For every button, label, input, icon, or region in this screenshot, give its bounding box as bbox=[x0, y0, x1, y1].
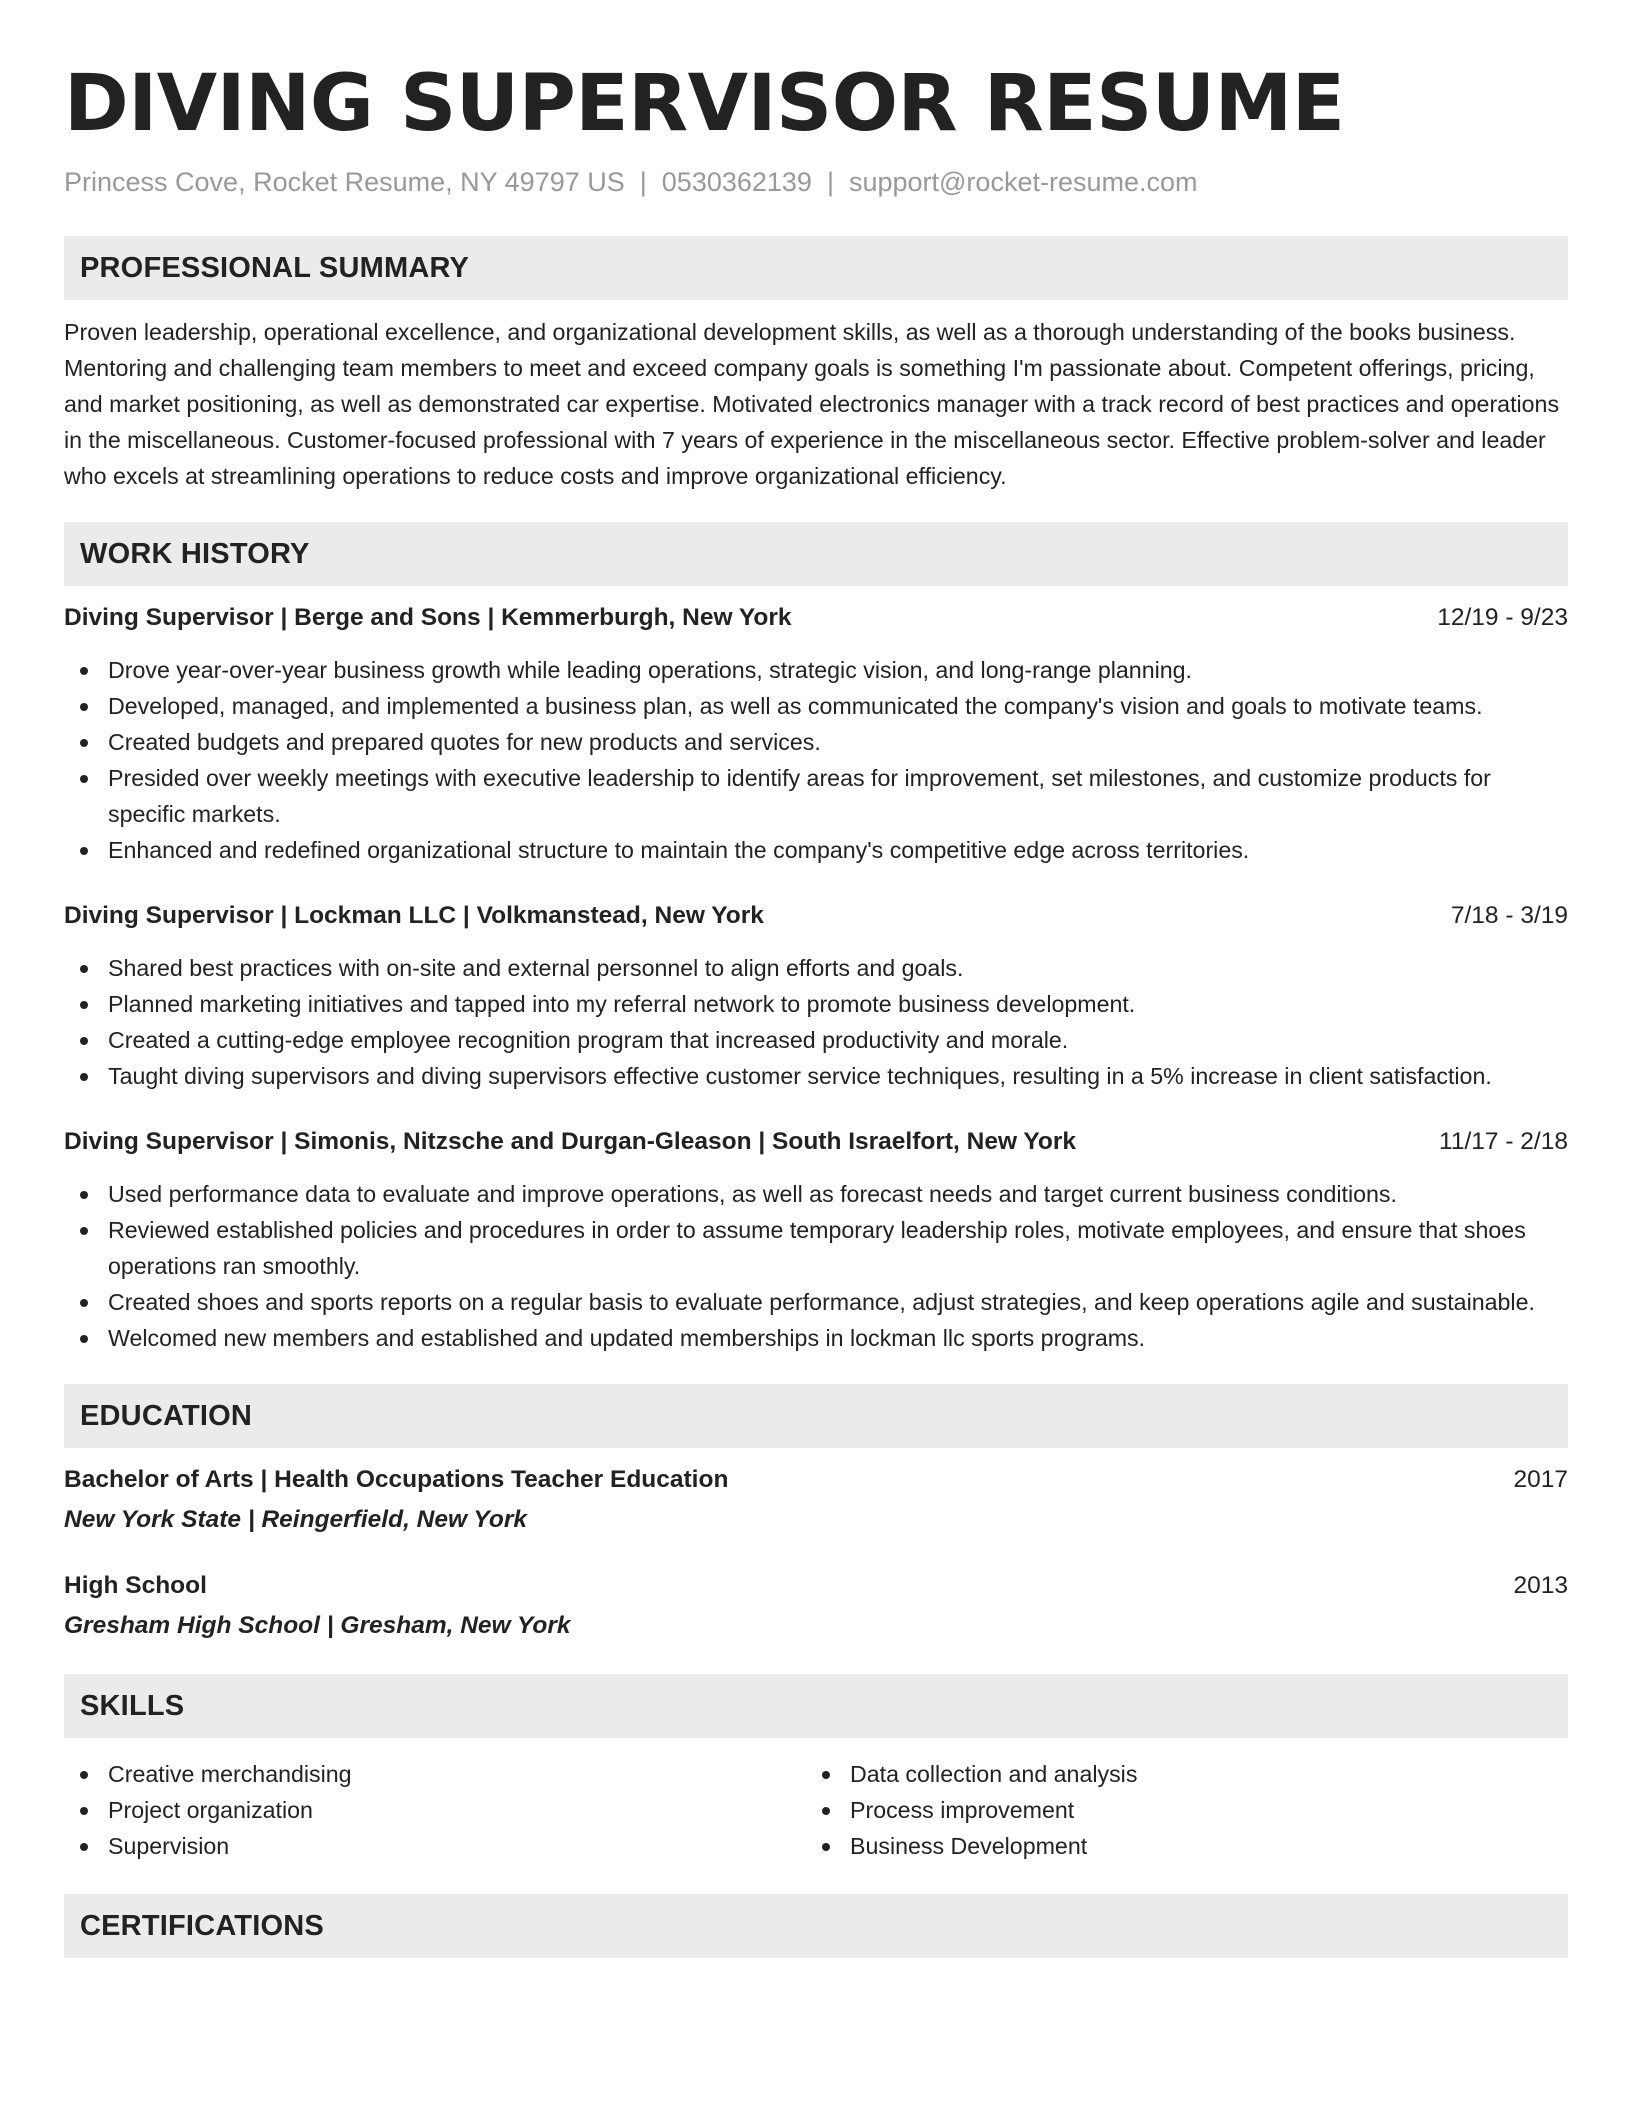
summary-heading: PROFESSIONAL SUMMARY bbox=[64, 236, 1568, 300]
list-item: Reviewed established policies and procedures in order to assume temporary leadership roles, motivate employees, and ensure that shoes operations ran smoothly. bbox=[64, 1212, 1568, 1284]
job-bullets bbox=[64, 1176, 1568, 1356]
education-entry bbox=[64, 1462, 1568, 1538]
list-item: Used performance data to evaluate and improve operations, as well as forecast needs and target current business conditions. bbox=[64, 1176, 1568, 1212]
contact-line bbox=[64, 164, 1568, 200]
job-entry bbox=[64, 1124, 1568, 1356]
job-dates: 11/17 - 2/18 bbox=[1439, 1128, 1568, 1155]
education-year: 2017 bbox=[1513, 1466, 1568, 1493]
resume-page bbox=[64, 0, 1568, 1958]
work-history-heading: WORK HISTORY bbox=[64, 522, 1568, 586]
contact-phone: 0530362139 bbox=[661, 167, 812, 197]
job-title: Diving Supervisor | Simonis, Nitzsche and Durgan-Gleason | South Israelfort, New York bbox=[64, 1128, 1077, 1155]
job-bullets bbox=[64, 950, 1568, 1094]
skill-item: Creative merchandising bbox=[64, 1756, 806, 1792]
skill-item: Business Development bbox=[806, 1828, 1548, 1864]
list-item: Welcomed new members and established and updated memberships in lockman llc sports programs. bbox=[64, 1320, 1568, 1356]
skill-item: Data collection and analysis bbox=[806, 1756, 1548, 1792]
job-dates: 12/19 - 9/23 bbox=[1437, 604, 1568, 631]
job-bullets bbox=[64, 652, 1568, 868]
list-item: Created shoes and sports reports on a regular basis to evaluate performance, adjust strategies, and keep operations agile and sustainable. bbox=[64, 1284, 1568, 1320]
education-degree: High School bbox=[64, 1572, 207, 1599]
skill-item: Project organization bbox=[64, 1792, 806, 1828]
education-year: 2013 bbox=[1513, 1572, 1568, 1599]
list-item: Drove year-over-year business growth while leading operations, strategic vision, and long-range planning. bbox=[64, 652, 1568, 688]
education-heading: EDUCATION bbox=[64, 1384, 1568, 1448]
certifications-heading: CERTIFICATIONS bbox=[64, 1894, 1568, 1958]
list-item: Developed, managed, and implemented a business plan, as well as communicated the company's vision and goals to motivate teams. bbox=[64, 688, 1568, 724]
skills-column-left bbox=[64, 1756, 806, 1864]
skills-column-right bbox=[806, 1756, 1548, 1864]
education-degree: Bachelor of Arts | Health Occupations Teacher Education bbox=[64, 1466, 729, 1493]
skill-item: Process improvement bbox=[806, 1792, 1548, 1828]
resume-title: DIVING SUPERVISOR RESUME bbox=[64, 59, 1345, 149]
list-item: Shared best practices with on-site and external personnel to align efforts and goals. bbox=[64, 950, 1568, 986]
contact-separator: | bbox=[826, 167, 834, 197]
list-item: Created budgets and prepared quotes for new products and services. bbox=[64, 724, 1568, 760]
contact-email: support@rocket-resume.com bbox=[848, 167, 1198, 197]
contact-address: Princess Cove, Rocket Resume, NY 49797 US bbox=[64, 167, 625, 197]
list-item: Planned marketing initiatives and tapped into my referral network to promote business development. bbox=[64, 986, 1568, 1022]
skill-item: Supervision bbox=[64, 1828, 806, 1864]
list-item: Created a cutting-edge employee recognition program that increased productivity and morale. bbox=[64, 1022, 1568, 1058]
education-school: New York State | Reingerfield, New York bbox=[64, 1506, 527, 1533]
job-title: Diving Supervisor | Berge and Sons | Kemmerburgh, New York bbox=[64, 604, 792, 631]
summary-text: Proven leadership, operational excellence, and organizational development skills, as well as a thorough understanding of the books business. Mentoring and challenging team members to meet and exceed company goals is something I'm passionate about. Competent offerings, pricing, and market positioning, as well as demonstrated car expertise. Motivated electronics manager with a track record of best practices and operations in the miscellaneous. Customer-focused professional with 7 years of experience in the miscellaneous sector. Effective problem-solver and leader who excels at streamlining operations to reduce costs and improve organizational efficiency. bbox=[64, 319, 1560, 489]
job-entry bbox=[64, 898, 1568, 1094]
contact-separator: | bbox=[639, 167, 647, 197]
education-school: Gresham High School | Gresham, New York bbox=[64, 1612, 571, 1639]
job-entry bbox=[64, 600, 1568, 868]
job-title: Diving Supervisor | Lockman LLC | Volkmanstead, New York bbox=[64, 902, 764, 929]
job-dates: 7/18 - 3/19 bbox=[1450, 902, 1568, 929]
skills-list bbox=[64, 1756, 1568, 1864]
list-item: Presided over weekly meetings with executive leadership to identify areas for improvement, set milestones, and customize products for specific markets. bbox=[64, 760, 1568, 832]
list-item: Enhanced and redefined organizational structure to maintain the company's competitive edge across territories. bbox=[64, 832, 1568, 868]
list-item: Taught diving supervisors and diving supervisors effective customer service techniques, resulting in a 5% increase in client satisfaction. bbox=[64, 1058, 1568, 1094]
education-entry bbox=[64, 1568, 1568, 1644]
skills-heading: SKILLS bbox=[64, 1674, 1568, 1738]
